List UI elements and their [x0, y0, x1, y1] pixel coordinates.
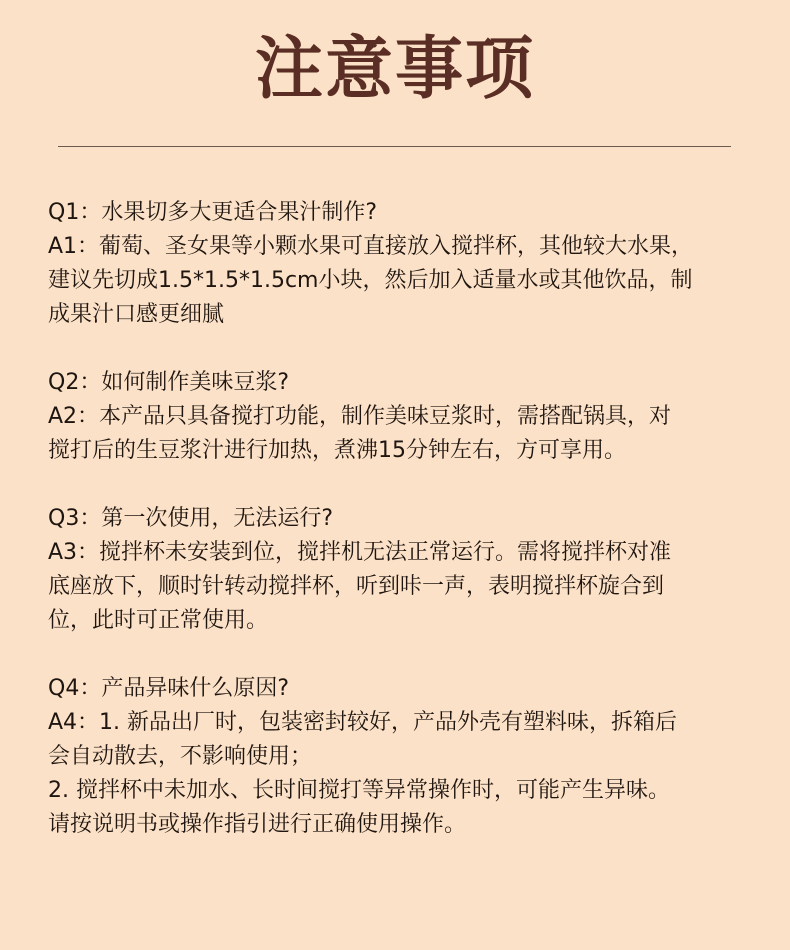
faq-question: Q1：水果切多大更适合果汁制作? — [48, 200, 377, 225]
faq-answer-line: 请按说明书或操作指引进行正确使用操作。 — [48, 812, 467, 837]
faq-answer-line: A1：葡萄、圣女果等小颗水果可直接放入搅拌杯，其他较大水果， — [48, 234, 694, 259]
faq-answer-line: 建议先切成1.5*1.5*1.5cm小块，然后加入适量水或其他饮品，制 — [48, 268, 693, 293]
faq-answer-line: 搅打后的生豆浆汁进行加热，煮沸15分钟左右，方可享用。 — [48, 438, 626, 463]
faq-item-3 — [48, 502, 753, 638]
faq-item-1 — [48, 196, 753, 332]
faq-item-2 — [48, 366, 753, 468]
page-title: 注意事项 — [254, 30, 535, 109]
faq-answer-line: A3：搅拌杯未安装到位，搅拌机无法正常运行。需将搅拌杯对准 — [48, 540, 672, 565]
faq-answer-line: 成果汁口感更细腻 — [48, 302, 225, 327]
faq-question: Q2：如何制作美味豆浆? — [48, 370, 289, 395]
faq-question: Q4：产品异味什么原因? — [48, 676, 289, 701]
faq-answer-line: 2. 搅拌杯中未加水、长时间搅打等异常操作时，可能产生异味。 — [48, 778, 670, 803]
faq-answer-line: 会自动散去，不影响使用； — [48, 744, 313, 769]
faq-question: Q3：第一次使用，无法运行? — [48, 506, 333, 531]
faq-item-4 — [48, 672, 753, 842]
faq-answer-line: 位，此时可正常使用。 — [48, 608, 269, 633]
title-divider — [58, 146, 731, 147]
faq-answer-line: 底座放下，顺时针转动搅拌杯，听到咔一声，表明搅拌杯旋合到 — [48, 574, 665, 599]
faq-answer-line: A2：本产品只具备搅打功能，制作美味豆浆时，需搭配锅具，对 — [48, 404, 672, 429]
faq-answer-line: A4：1. 新品出厂时，包装密封较好，产品外壳有塑料味，拆箱后 — [48, 710, 678, 735]
faq-list — [48, 196, 753, 876]
